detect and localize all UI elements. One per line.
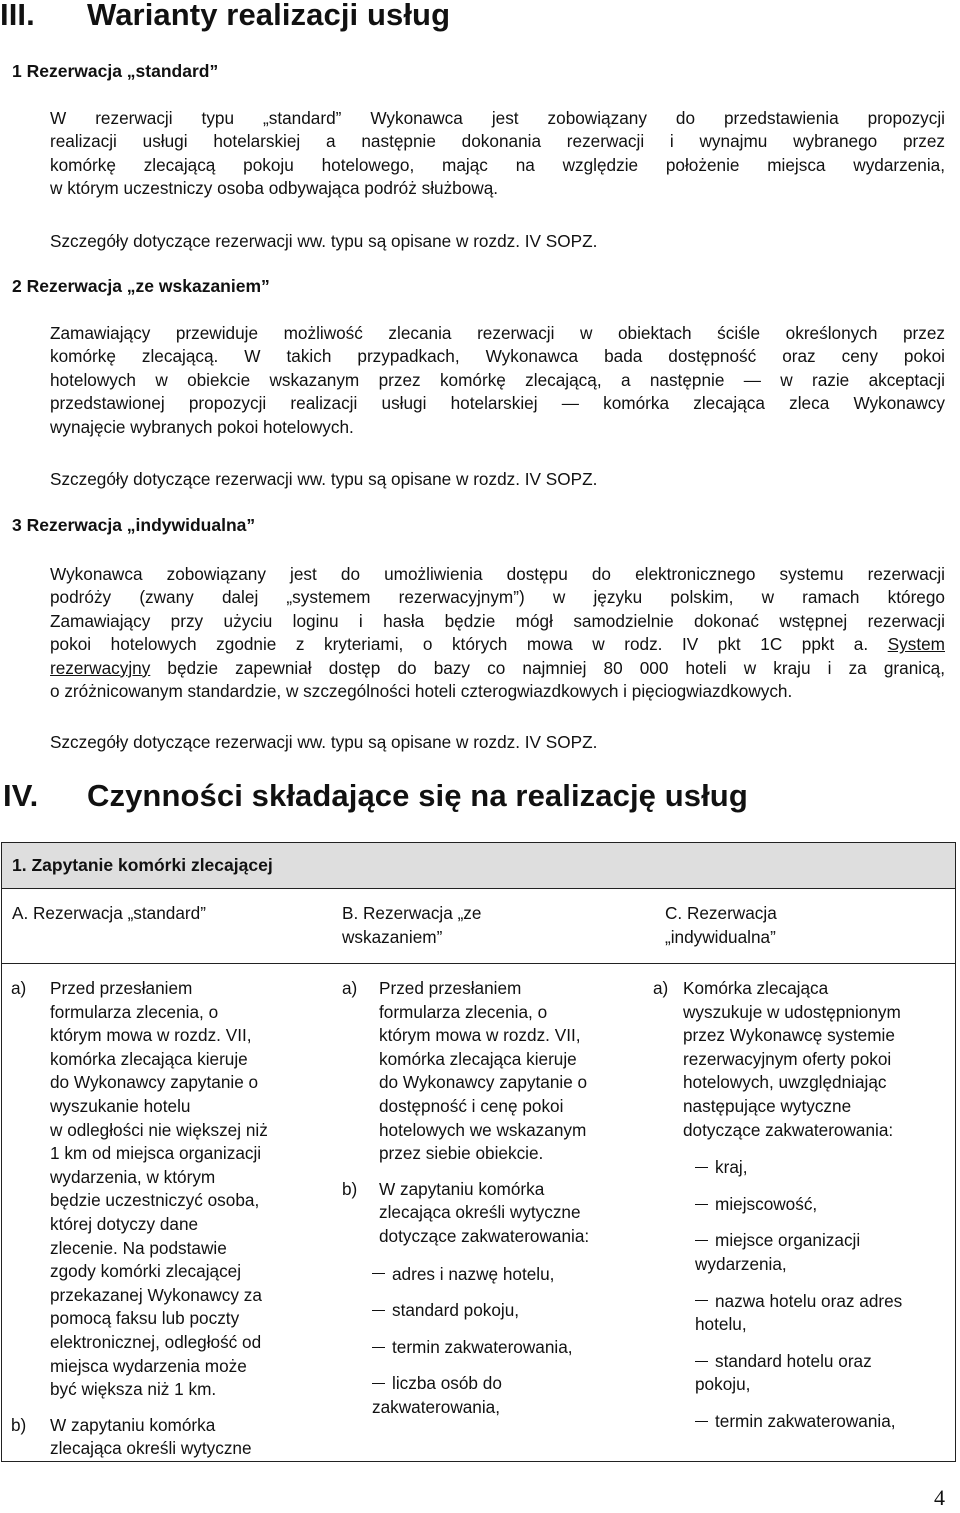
item-line: W zapytaniu komórka [379, 1178, 545, 1199]
dash-text: standard hotelu oraz [715, 1350, 872, 1371]
item-line: Przed przesłaniem [379, 978, 522, 998]
dash-bullet [695, 1240, 708, 1241]
dash-item-line [372, 1396, 642, 1420]
dash-text: liczba osób do [392, 1373, 502, 1394]
item-label: b) [11, 1414, 27, 1435]
item-line: dostępność i cenę pokoi [379, 1095, 564, 1116]
dash-text: miejscowość, [715, 1193, 818, 1214]
paragraph-line: Zamawiający przewiduje możliwość zlecania rezerwacji w obiektach ściśle określonych przez [50, 323, 945, 343]
section-iv-number: IV. [3, 778, 39, 813]
underlined-rezerwacyjny: rezerwacyjny [50, 657, 151, 678]
column-b-header [342, 902, 481, 949]
item-label: a) [653, 978, 669, 998]
dash-item-line [372, 1263, 642, 1287]
dash-bullet [372, 1310, 385, 1311]
section-iv-heading [3, 778, 748, 814]
item-line: zlecająca określi wytyczne [379, 1202, 581, 1223]
dash-bullet [372, 1347, 385, 1348]
list-item [342, 977, 642, 1166]
item-line: być większa niż 1 km. [50, 1379, 217, 1400]
dash-bullet [695, 1300, 708, 1301]
dash-item-line [695, 1410, 953, 1434]
paragraph-line: pokoi hotelowych zgodnie z kryteriami, o których mowa w rodz. IV pkt 1C ppkt a. System [50, 634, 945, 655]
subsection-1-heading: 1 Rezerwacja „standard” [12, 61, 219, 81]
table-header: 1. Zapytanie komórki zlecającej [12, 855, 273, 875]
dash-item [372, 1336, 642, 1360]
section-iii-number: III. [0, 0, 35, 32]
dash-item-line [372, 1372, 642, 1396]
column-c-header-line: „indywidualna” [665, 926, 776, 947]
section-iv-title: Czynności składające się na realizację usług [87, 778, 748, 813]
item-line: 1 km od miejsca organizacji [50, 1143, 262, 1164]
dash-item-line [695, 1156, 953, 1180]
dash-text: miejsce organizacji [715, 1230, 861, 1251]
dash-text: wydarzenia, [695, 1253, 787, 1274]
dash-item-line [695, 1229, 953, 1253]
item-label: a) [11, 978, 27, 998]
dash-bullet [695, 1204, 708, 1205]
dash-bullet [695, 1361, 708, 1362]
section-iii-title: Warianty realizacji usług [87, 0, 451, 32]
paragraph-line: przedstawionej propozycji realizacji usługi hotelarskiej — komórka zlecająca zleca Wykonawcy [50, 393, 945, 414]
dash-item [372, 1372, 642, 1419]
column-b-header-line: B. Rezerwacja „ze [342, 903, 482, 923]
item-line: elektronicznej, odległość od [50, 1331, 262, 1352]
dash-text: hotelu, [695, 1314, 747, 1335]
item-line: hotelowych, uwzględniając [683, 1072, 887, 1093]
paragraph-line: o zróżnicowanym standardzie, w szczególności hoteli czterogwiazdkowych i pięciogwiazdkowych. [50, 681, 793, 702]
underlined-system: System [887, 634, 945, 655]
item-line: wyszukuje w udostępnionym [683, 1001, 901, 1022]
subsection-2-paragraph [50, 322, 945, 439]
activities-table [1, 842, 956, 1462]
paragraph-line: Zamawiający przy użyciu loginu i hasła będzie mógł samodzielnie dokonać wstępnej rezerwacji [50, 610, 945, 631]
column-c-header [665, 902, 777, 949]
item-line: którym mowa w rozdz. VII, [379, 1025, 581, 1046]
dash-bullet [695, 1421, 708, 1422]
column-b-content [342, 977, 642, 1420]
item-line: zgody komórki zlecającej [50, 1261, 242, 1282]
dash-text: standard pokoju, [392, 1300, 520, 1321]
dash-item [695, 1193, 953, 1217]
dash-item-line [695, 1373, 953, 1397]
paragraph-line: komórkę zlecającą. W takich przypadkach, Wykonawca bada dostępność oraz ceny pokoi [50, 346, 945, 367]
item-line: będzie uczestniczyć osoba, [50, 1190, 260, 1211]
dash-item [695, 1229, 953, 1276]
column-a-header-line: A. Rezerwacja „standard” [12, 903, 206, 923]
item-line: której dotyczy dane [50, 1213, 199, 1234]
item-line: komórka zlecająca kieruje [50, 1048, 248, 1069]
item-line: komórka zlecająca kieruje [379, 1048, 577, 1069]
dash-item-line [695, 1290, 953, 1314]
item-line: dotyczące zakwaterowania: [379, 1225, 590, 1246]
list-item [653, 977, 953, 1142]
list-item [342, 1178, 642, 1249]
section-iii-heading [0, 0, 451, 33]
item-line: Przed przesłaniem [50, 978, 193, 998]
item-line: zlecenie. Na podstawie [50, 1237, 227, 1258]
dash-item [695, 1350, 953, 1397]
item-line: Komórka zlecająca [683, 978, 829, 998]
list-item [11, 1414, 321, 1461]
column-a-header [12, 902, 206, 926]
dash-item [695, 1156, 953, 1180]
item-line: W zapytaniu komórka [50, 1414, 216, 1435]
item-line: zlecająca określi wytyczne [50, 1438, 252, 1459]
dash-item [372, 1263, 642, 1287]
dash-text: pokoju, [695, 1374, 751, 1395]
column-c-header-line: C. Rezerwacja [665, 903, 777, 923]
subsection-1-details: Szczegóły dotyczące rezerwacji ww. typu są opisane w rozdz. IV SOPZ. [50, 231, 598, 251]
subsection-1-paragraph [50, 107, 945, 201]
subsection-3-heading: 3 Rezerwacja „indywidualna” [12, 515, 256, 535]
dash-item [695, 1410, 953, 1434]
dash-item-line [695, 1193, 953, 1217]
subsection-2-heading: 2 Rezerwacja „ze wskazaniem” [12, 276, 270, 296]
item-line: wydarzenia, w którym [50, 1166, 216, 1187]
paragraph-line: W rezerwacji typu „standard” Wykonawca jest zobowiązany do przedstawienia propozycji [50, 108, 945, 128]
paragraph-line: podróży (zwany dalej „systemem rezerwacyjnym”) w języku polskim, w ramach którego [50, 587, 945, 608]
dash-text: adres i nazwę hotelu, [392, 1263, 555, 1284]
item-line: którym mowa w rozdz. VII, [50, 1025, 252, 1046]
item-line: do Wykonawcy zapytanie o [50, 1072, 259, 1093]
dash-bullet [372, 1383, 385, 1384]
dash-item-line [372, 1299, 642, 1323]
table-divider [2, 963, 955, 964]
column-c-content [653, 977, 953, 1434]
subsection-2-details: Szczegóły dotyczące rezerwacji ww. typu są opisane w rozdz. IV SOPZ. [50, 469, 598, 489]
dash-text: zakwaterowania, [372, 1396, 501, 1417]
dash-text: kraj, [715, 1157, 748, 1178]
item-line: miejsca wydarzenia może [50, 1355, 247, 1376]
dash-list [695, 1156, 953, 1433]
paragraph-line: w którym uczestniczy osoba odbywająca podróż służbową. [50, 178, 499, 199]
table-header-row [2, 843, 955, 889]
paragraph-line: rezerwacyjny będzie zapewniał dostęp do bazy co najmniej 80 000 hoteli w kraju i za granicą, [50, 657, 945, 678]
item-line: wyszukanie hotelu [50, 1095, 191, 1116]
dash-text: termin zakwaterowania, [715, 1410, 896, 1431]
subsection-3-details: Szczegóły dotyczące rezerwacji ww. typu są opisane w rozdz. IV SOPZ. [50, 732, 598, 752]
item-line: w odległości nie większej niż [50, 1119, 268, 1140]
dash-item-line [695, 1313, 953, 1337]
paragraph-line: wynajęcie wybranych pokoi hotelowych. [50, 416, 354, 437]
item-line: przez siebie obiekcie. [379, 1143, 544, 1164]
dash-item [372, 1299, 642, 1323]
dash-list [372, 1263, 642, 1420]
paragraph-line: Wykonawca zobowiązany jest do umożliwienia dostępu do elektronicznego systemu rezerwacji [50, 564, 945, 584]
dash-bullet [695, 1167, 708, 1168]
item-label: a) [342, 978, 358, 998]
list-item [11, 977, 321, 1402]
page-number: 4 [934, 1485, 945, 1510]
item-line: następujące wytyczne [683, 1095, 852, 1116]
dash-text: nazwa hotelu oraz adres [715, 1290, 903, 1311]
dash-text: termin zakwaterowania, [392, 1336, 573, 1357]
dash-item-line [695, 1350, 953, 1374]
item-line: przekazanej Wykonawcy za [50, 1284, 262, 1305]
paragraph-line: realizacji usługi hotelarskiej a następnie dokonania rezerwacji i wynajmu wybranego przez [50, 131, 945, 152]
dash-item-line [372, 1336, 642, 1360]
item-label: b) [342, 1178, 358, 1199]
column-a-content [11, 977, 321, 1461]
item-line: hotelowych we wskazanym [379, 1119, 587, 1140]
item-line: formularza zlecenia, o [50, 1001, 219, 1022]
column-b-header-line: wskazaniem” [342, 926, 443, 947]
dash-bullet [372, 1273, 385, 1274]
item-line: formularza zlecenia, o [379, 1001, 548, 1022]
item-line: przez Wykonawcę systemie [683, 1025, 895, 1046]
paragraph-line: hotelowych w obiekcie wskazanym przez komórkę zlecającą, a następnie — w razie akceptacji [50, 369, 945, 390]
paragraph-line: komórkę zlecającą pokoju hotelowego, mając na względzie położenie miejsca wydarzenia, [50, 154, 945, 175]
subsection-3-paragraph [50, 563, 945, 703]
dash-item [695, 1290, 953, 1337]
item-line: do Wykonawcy zapytanie o [379, 1072, 588, 1093]
item-line: dotyczące zakwaterowania: [683, 1119, 894, 1140]
dash-item-line [695, 1253, 953, 1277]
item-line: pomocą faksu lub poczty [50, 1308, 240, 1329]
item-line: rezerwacyjnym oferty pokoi [683, 1048, 892, 1069]
